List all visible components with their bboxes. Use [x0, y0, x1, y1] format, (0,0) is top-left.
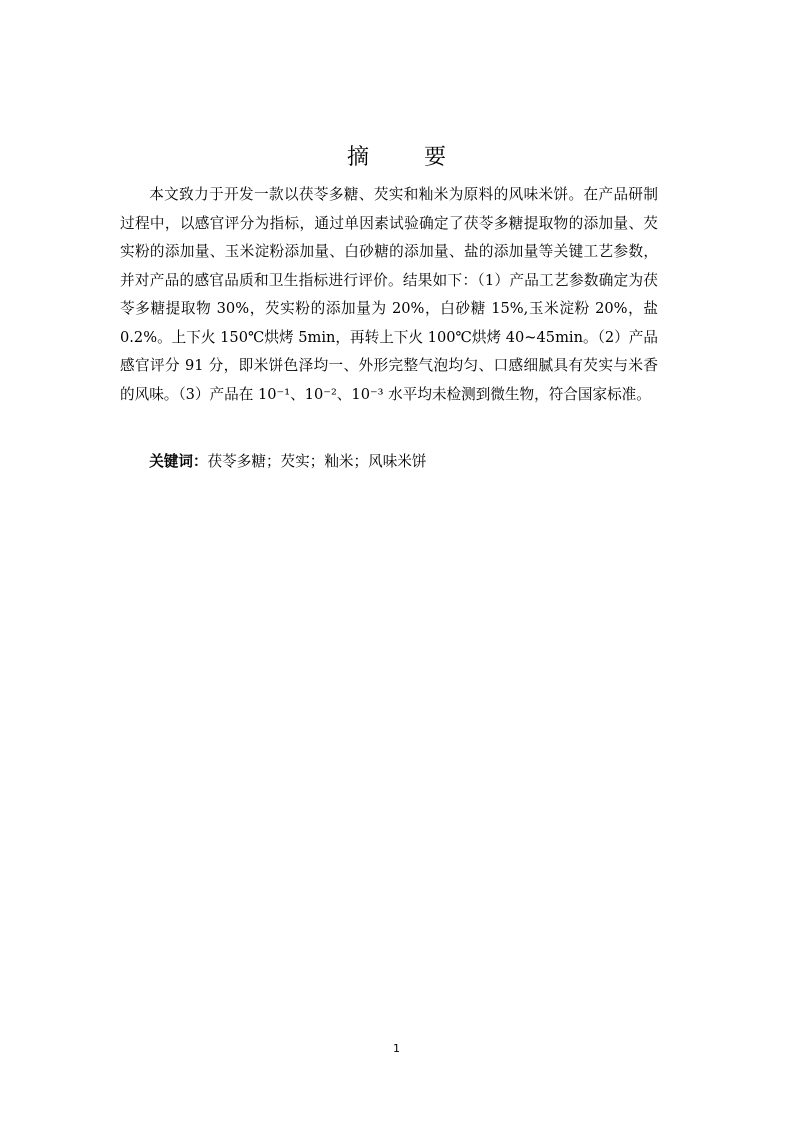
- keywords-text: 茯苓多糖；芡实；籼米；风味米饼: [207, 453, 427, 470]
- keywords-line: [120, 448, 658, 477]
- abstract-paragraph: 本文致力于开发一款以茯苓多糖、芡实和籼米为原料的风味米饼。在产品研制过程中，以感官评分为指标，通过单因素试验确定了茯苓多糖提取物的添加量、芡实粉的添加量、玉米淀粉添加量、白砂糖的添加量、盐的添加量等关键工艺参数，并对产品的感官品质和卫生指标进行评价。结果如下：（1）产品工艺参数确定为茯苓多糖提取物 30%，芡实粉的添加量为 20%，白砂糖 15%,玉米淀粉 20%，盐 0.2%。上下火 150℃烘烤 5min，再转上下火 100℃烘烤 40~45min。（2）产品感官评分 91 分，即米饼色泽均一、外形完整气泡均匀、口感细腻具有芡实与米香的风味。（3）产品在 10⁻¹、10⁻²、10⁻³ 水平均未检测到微生物，符合国家标准。: [120, 186, 658, 403]
- page-number: 1: [393, 1042, 400, 1055]
- page-title: 摘 要: [347, 144, 470, 170]
- keywords-label: 关键词：: [149, 453, 208, 470]
